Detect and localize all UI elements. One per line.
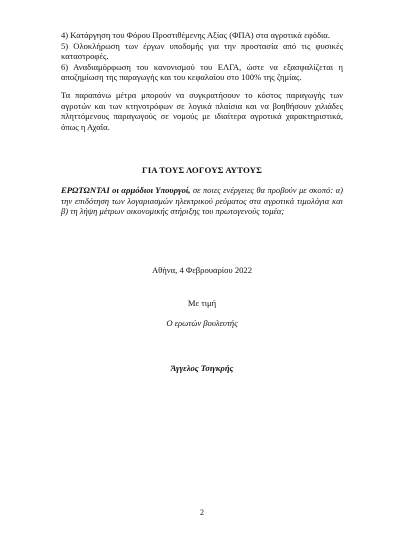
date-place: Αθήνα, 4 Φεβρουαρίου 2022 [151, 265, 253, 275]
question-lead: ΕΡΩΤΩΝΤΑΙ οι αρμόδιοι Υπουργοί, [61, 185, 191, 195]
section-heading: ΓΙΑ ΤΟΥΣ ΛΟΓΟΥΣ ΑΥΤΟΥΣ [142, 165, 262, 175]
list-item: 5) Ολοκλήρωση των έργων υποδομής για την προστασία από τις φυσικές καταστροφές. [61, 40, 343, 62]
question-paragraph [61, 185, 343, 217]
list-item: 6) Αναδιαμόρφωση του κανονισμού του ΕΛΓΑ, ώστε να εξασφαλίζεται η αποζημίωση της παραγωγής και του κεφαλαίου στο 100% της ζημίας. [61, 61, 343, 83]
closing-salutation: Με τιμή [187, 298, 217, 308]
measures-list [61, 30, 343, 83]
question-body: σε ποιες ενέργειες θα προβούν με σκοπό: α) την επιδότηση των λογαριασμών ηλεκτρικού ρεύματος στα αγροτικά τιμολόγια και β) τη λήψη μέτρων οικονομικής στήριξης του πρωτογενούς τομέα; [61, 185, 343, 217]
summary-paragraph: Τα παραπάνω μέτρα μπορούν να συγκρατήσουν το κόστος παραγωγής των αγροτών και των κτηνοτρόφων σε λογικά πλαίσια και να βοηθήσουν χιλιάδες πληττόμενους παραγωγούς σε νομούς με ιδιαίτερα αγροτικά χαρακτηριστικά, όπως η Αχαΐα. [61, 90, 343, 132]
signatory-role: Ο ερωτών βουλευτής [166, 318, 238, 328]
signatory-name: Άγγελος Τσιγκρής [170, 363, 234, 373]
page-number: 2 [200, 508, 204, 517]
list-item: 4) Κατάργηση του Φόρου Προστιθέμενης Αξίας (ΦΠΑ) στα αγροτικά εφόδια. [61, 30, 330, 40]
